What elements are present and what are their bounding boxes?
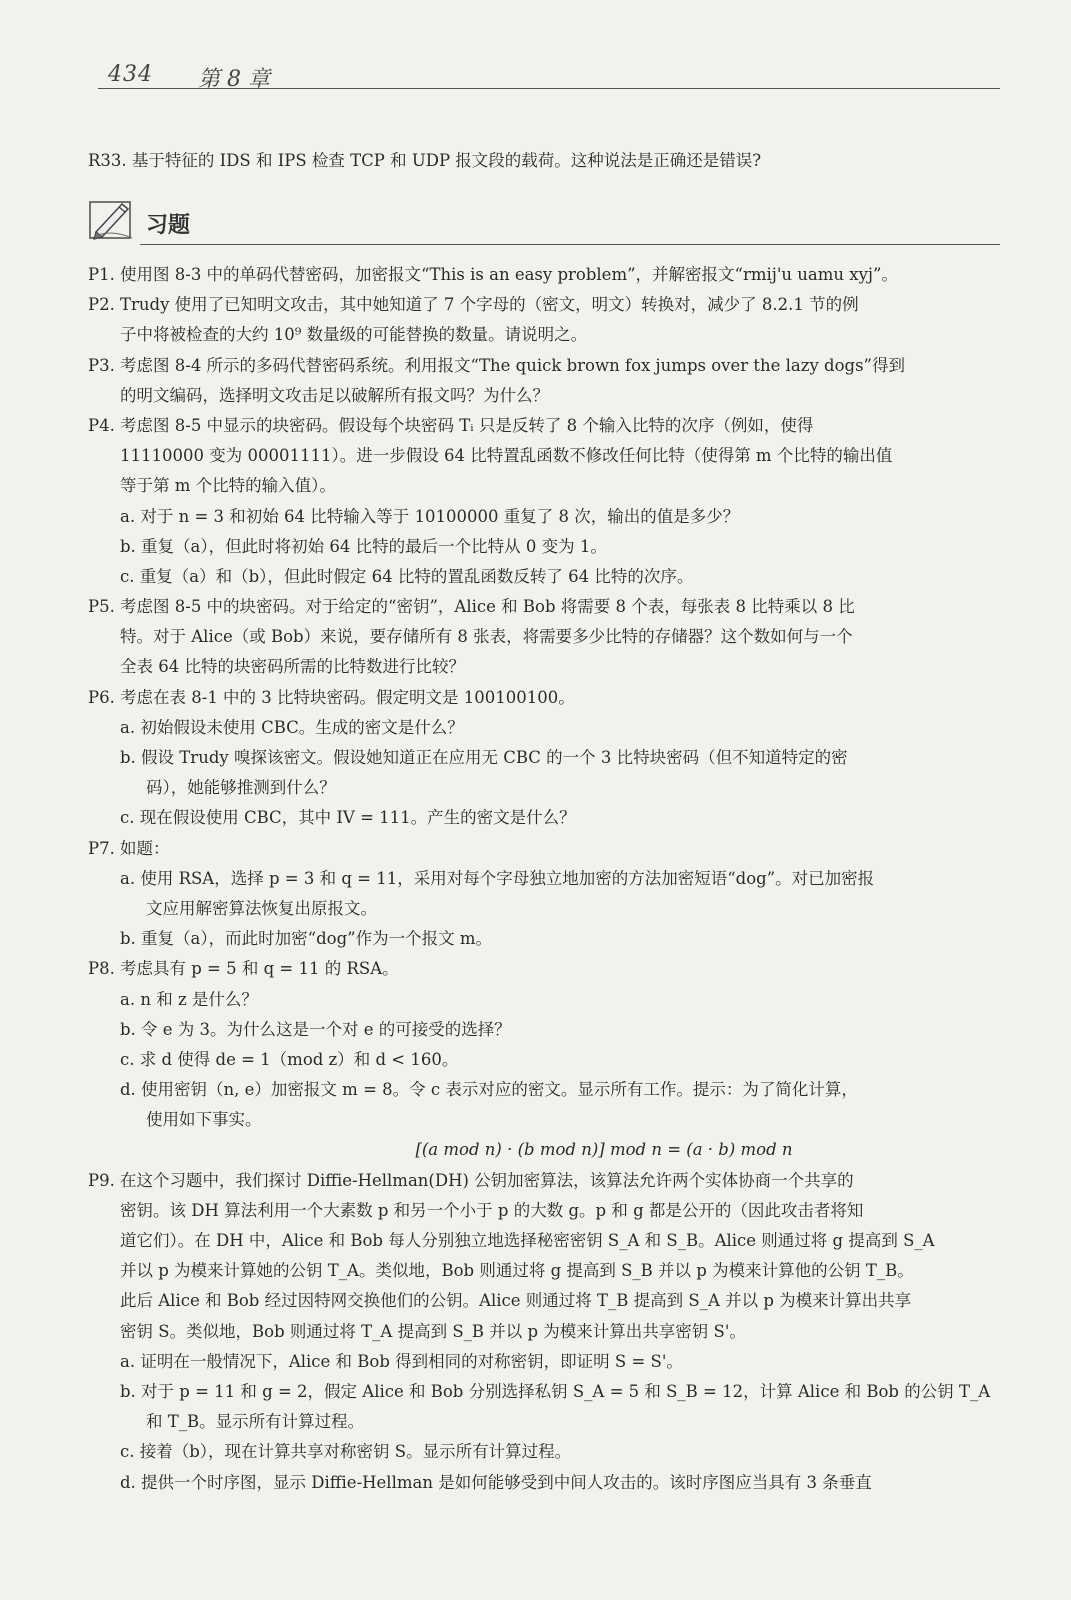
problem-text: 考虑图 8-4 所示的多码代替密码系统。利用报文“The quick brown fox jumps over the lazy dogs”得到 [120,355,905,375]
problem-number: P5. [88,597,115,617]
problem-first-line [88,834,1000,864]
sub-question-line: 使用如下事实。 [146,1110,262,1130]
problem-number: P7. [88,838,115,858]
problem-number: P3. [88,355,115,375]
page-number: 434 [108,62,153,87]
problem-first-line [88,1166,1000,1196]
pencil-paper-icon [88,198,138,242]
problem-text-line: 密钥 S。类似地，Bob 则通过将 T_A 提高到 S_B 并以 p 为模来计算出共享密钥 S'。 [120,1321,746,1341]
section-title: 习题 [146,213,191,238]
problem-first-line [88,260,1000,290]
problem-text: 如题： [120,838,170,858]
problem-number: P4. [88,415,115,435]
sub-question-line: a. n 和 z 是什么？ [120,989,258,1009]
problem-text: 考虑图 8-5 中的块密码。对于给定的“密钥”，Alice 和 Bob 将需要 8 个表，每张表 8 比特乘以 8 比 [120,597,855,617]
problem-number: P9. [88,1170,115,1190]
sub-question-line: c. 现在假设使用 CBC，其中 IV = 111。产生的密文是什么？ [120,808,576,828]
problem-3 [88,351,1000,411]
chapter-label: 第 8 章 [198,67,270,92]
problem-text-line: 此后 Alice 和 Bob 经过因特网交换他们的公钥。Alice 则通过将 T_B 提高到 S_A 并以 p 为模来计算出共享 [120,1291,912,1311]
problem-4 [88,411,1000,592]
problem-first-line [88,290,1000,320]
problem-6 [88,683,1000,834]
problem-text-line: 11110000 变为 00001111）。进一步假设 64 比特置乱函数不修改任何比特（使得第 m 个比特的输出值 [120,446,893,466]
sub-question-line: 文应用解密算法恢复出原报文。 [146,898,377,918]
problem-9 [88,1166,1000,1498]
problem-list [88,260,1000,1498]
formula-line: [(a mod n) · (b mod n)] mod n = (a · b) mod n [415,1140,793,1160]
problem-text-line: 特。对于 Alice（或 Bob）来说，要存储所有 8 张表，将需要多少比特的存储器？这个数如何与一个 [120,627,853,647]
sub-question-line: b. 对于 p = 11 和 g = 2，假定 Alice 和 Bob 分别选择私钥 S_A = 5 和 S_B = 12，计算 Alice 和 Bob 的公钥 T_A [120,1381,991,1401]
header-rule [98,88,1000,89]
problem-text-line: 等于第 m 个比特的输入值）。 [120,476,336,496]
problem-text-line: 全表 64 比特的块密码所需的比特数进行比较？ [120,657,465,677]
problem-7 [88,834,1000,955]
problem-2 [88,290,1000,350]
review-question-r33: R33. 基于特征的 IDS 和 IPS 检查 TCP 和 UDP 报文段的载荷。这种说法是正确还是错误? [88,151,762,170]
problem-text: 考虑图 8-5 中显示的块密码。假设每个块密码 Tᵢ 只是反转了 8 个输入比特的次序（例如，使得 [120,415,814,435]
problem-text: 使用图 8-3 中的单码代替密码，加密报文“This is an easy problem”，并解密报文“rmij'u uamu xyj”。 [120,265,898,284]
sub-question-line: a. 初始假设未使用 CBC。生成的密文是什么？ [120,717,464,737]
problem-number: P1. [88,265,115,284]
problem-text: Trudy 使用了已知明文攻击，其中她知道了 7 个字母的（密文，明文）转换对，减少了 8.2.1 节的例 [120,295,859,315]
sub-question-line: c. 重复（a）和（b），但此时假定 64 比特的置乱函数反转了 64 比特的次序。 [120,566,694,586]
sub-question-line: d. 使用密钥（n, e）加密报文 m = 8。令 c 表示对应的密文。显示所有工作。提示：为了简化计算， [120,1080,858,1100]
sub-question-line: 和 T_B。显示所有计算过程。 [146,1412,365,1432]
problem-1 [88,260,1000,290]
problem-8 [88,954,1000,1165]
sub-question-line: a. 使用 RSA，选择 p = 3 和 q = 11，采用对每个字母独立地加密的方法加密短语“dog”。对已加密报 [120,868,875,888]
problem-number: P6. [88,687,115,707]
sub-question-line: c. 求 d 使得 de = 1（mod z）和 d < 160。 [120,1049,459,1069]
problem-5 [88,592,1000,683]
problem-number: P2. [88,295,115,315]
problem-first-line [88,954,1000,984]
problem-text: 在这个习题中，我们探讨 Diffie-Hellman(DH) 公钥加密算法，该算法允许两个实体协商一个共享的 [120,1170,854,1190]
sub-question-line: a. 对于 n = 3 和初始 64 比特输入等于 10100000 重复了 8 次，输出的值是多少？ [120,506,740,526]
sub-question-line: b. 令 e 为 3。为什么这是一个对 e 的可接受的选择？ [120,1019,511,1039]
problem-first-line [88,592,1000,622]
sub-question-line: b. 重复（a），但此时将初始 64 比特的最后一个比特从 0 变为 1。 [120,536,607,556]
sub-question-line: b. 重复（a），而此时加密“dog”作为一个报文 m。 [120,929,492,949]
problem-text-line: 道它们）。在 DH 中，Alice 和 Bob 每人分别独立地选择秘密密钥 S_A 和 S_B。Alice 则通过将 g 提高到 S_A [120,1231,935,1250]
sub-question-line: 码），她能够推测到什么？ [146,778,336,798]
problem-text: 考虑在表 8-1 中的 3 比特块密码。假定明文是 100100100。 [120,687,575,707]
sub-question-line: a. 证明在一般情况下，Alice 和 Bob 得到相同的对称密钥，即证明 S = S'。 [120,1351,683,1371]
sub-question-line: b. 假设 Trudy 嗅探该密文。假设她知道正在应用无 CBC 的一个 3 比特块密码（但不知道特定的密 [120,748,848,767]
problem-first-line [88,351,1000,381]
sub-question-line: c. 接着（b），现在计算共享对称密钥 S。显示所有计算过程。 [120,1442,572,1462]
problem-text-line: 的明文编码，选择明文攻击足以破解所有报文吗？为什么？ [120,385,549,405]
section-rule [140,244,1000,245]
problem-text-line: 并以 p 为模来计算她的公钥 T_A。类似地，Bob 则通过将 g 提高到 S_B 并以 p 为模来计算他的公钥 T_B。 [120,1261,914,1281]
problem-number: P8. [88,959,115,979]
problem-text-line: 密钥。该 DH 算法利用一个大素数 p 和另一个小于 p 的大数 g。p 和 g 都是公开的（因此攻击者将知 [120,1200,864,1220]
problem-text: 考虑具有 p = 5 和 q = 11 的 RSA。 [120,959,399,979]
problem-first-line [88,411,1000,441]
problem-text-line: 子中将被检查的大约 10⁹ 数量级的可能替换的数量。请说明之。 [120,325,588,345]
sub-question-line: d. 提供一个时序图，显示 Diffie-Hellman 是如何能够受到中间人攻击的。该时序图应当具有 3 条垂直 [120,1472,872,1492]
problem-first-line [88,683,1000,713]
